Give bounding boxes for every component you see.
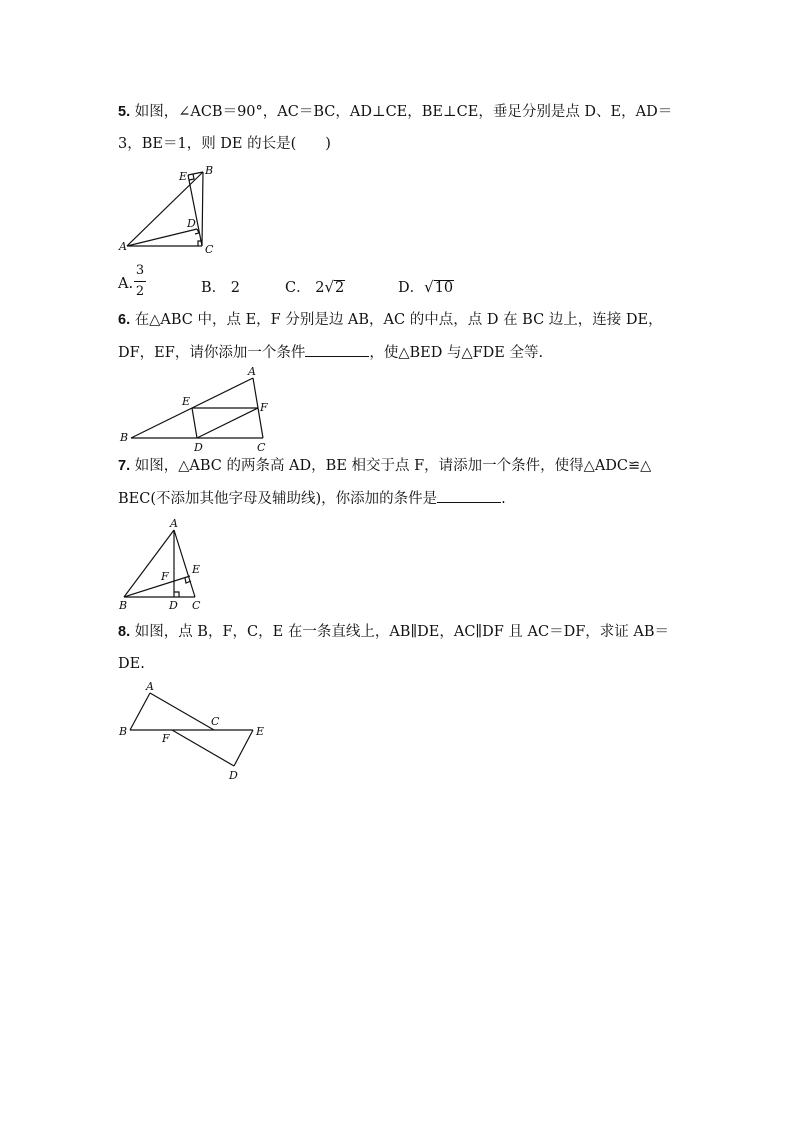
q6-number: 6. — [118, 312, 131, 328]
q5-option-d-radicand: 10 — [434, 280, 454, 296]
q8-text-line1: 如图，点 B，F，C，E 在一条直线上，AB∥DE，AC∥DF 且 AC＝DF，求证 AB＝ — [134, 624, 670, 640]
q8-segment-ed — [234, 730, 253, 766]
q7-label-d: D — [169, 599, 178, 612]
q5-option-d: D．√10 — [398, 278, 454, 296]
q7-label-c: C — [192, 599, 201, 612]
q7-text-line1: 如图，△ABC 的两条高 AD，BE 相交于点 F，请添加一个条件，使得△ADC≌△ — [134, 458, 652, 474]
q6-line2 — [118, 342, 543, 363]
q5-label-b: B — [205, 164, 214, 177]
q7-label-e: E — [192, 563, 201, 576]
q8-label-b: B — [119, 725, 128, 738]
q5-label-d: D — [187, 217, 196, 230]
q7-text-line2-pre: BEC(不添加其他字母及辅助线)，你添加的条件是 — [118, 491, 438, 507]
q8-label-f: F — [162, 732, 170, 745]
q6-label-f: F — [260, 401, 268, 414]
q5-label-c: C — [205, 243, 214, 256]
q8-line1 — [118, 622, 669, 642]
q7-segment-ab — [124, 530, 174, 597]
q6-label-e: E — [182, 395, 191, 408]
q5-option-a-prefix: A. — [118, 276, 134, 292]
q5-text-line2: 3，BE＝1，则 DE 的长是( ) — [118, 136, 331, 152]
q8-label-a: A — [146, 680, 154, 693]
q7-segment-be — [124, 576, 190, 597]
q5-text-line1: 如图，∠ACB＝90°，AC＝BC，AD⊥CE，BE⊥CE，垂足分别是点 D、E，AD＝ — [134, 104, 673, 120]
q5-option-c: C． 2√2 — [285, 278, 345, 296]
q6-label-b: B — [120, 431, 129, 444]
q7-line1 — [118, 456, 651, 476]
q5-label-a: A — [119, 240, 127, 253]
q8-number: 8. — [118, 624, 131, 640]
q6-label-a: A — [248, 365, 256, 378]
q7-label-b: B — [119, 599, 128, 612]
q5-segment-ad — [127, 229, 197, 246]
q7-line2 — [118, 488, 506, 509]
q5-number: 5. — [118, 104, 131, 120]
q8-segment-ab — [130, 693, 150, 730]
q5-option-d-prefix: D． — [398, 280, 425, 296]
q6-answer-blank[interactable] — [305, 342, 369, 357]
q6-text-line1: 在△ABC 中，点 E，F 分别是边 AB，AC 的中点，点 D 在 BC 边上，连接 DE， — [134, 312, 663, 328]
q8-text-line2: DE. — [118, 656, 145, 672]
q5-segment-ab — [127, 172, 203, 246]
q7-label-a: A — [170, 517, 178, 530]
q6-segment-df — [197, 408, 258, 438]
q6-segment-de — [192, 408, 197, 438]
q5-option-c-radicand: 2 — [335, 280, 345, 296]
q6-text-line2-pre: DF，EF，请你添加一个条件 — [118, 345, 306, 361]
q5-segment-bc — [202, 172, 203, 246]
q5-option-a-denominator: 2 — [135, 284, 145, 299]
q5-option-b: B． 2 — [201, 280, 240, 296]
q5-segment-ce — [188, 175, 202, 246]
q6-text-line2-post: ，使△BED 与△FDE 全等. — [369, 345, 544, 361]
q5-option-c-prefix: C． 2 — [285, 280, 325, 296]
q8-segment-df — [172, 730, 234, 766]
q6-line1 — [118, 310, 663, 330]
q5-option-a-numerator: 3 — [135, 263, 145, 278]
q6-label-c: C — [257, 441, 266, 454]
q8-label-d: D — [229, 769, 238, 782]
q5-label-e: E — [179, 170, 188, 183]
q6-label-d: D — [194, 441, 203, 454]
q8-label-e: E — [256, 725, 265, 738]
q8-label-c: C — [211, 715, 220, 728]
q7-label-f: F — [161, 570, 169, 583]
q8-segment-ac — [150, 693, 214, 730]
q5-option-a — [118, 276, 133, 292]
q7-text-line2-post: . — [501, 491, 506, 507]
q7-right-angle-d — [174, 592, 179, 597]
q7-number: 7. — [118, 458, 131, 474]
q7-answer-blank[interactable] — [437, 488, 501, 503]
q5-option-a-fraction-bar — [134, 281, 146, 282]
